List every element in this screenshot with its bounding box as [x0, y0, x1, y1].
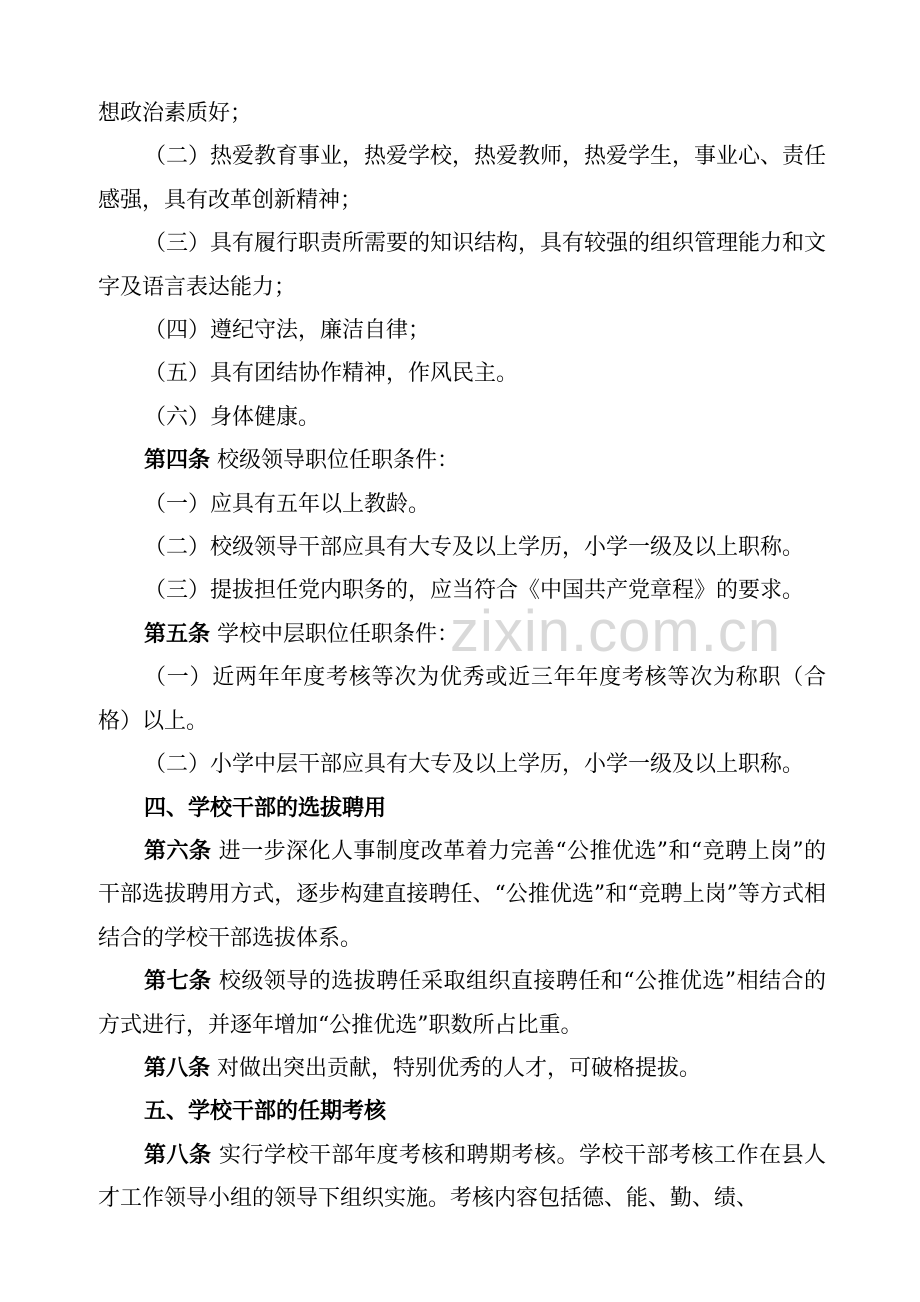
paragraph: （二）小学中层干部应具有大专及以上学历，小学一级及以上职称。	[144, 752, 805, 778]
article-text: 实行学校干部年度考核和聘期考核。学校干部考核工作在县人才工作领导小组的领导下组织实施。考核内容包括德、能、勤、绩、	[98, 1142, 826, 1212]
article-label: 第六条	[144, 837, 212, 864]
paragraph: （三）具有履行职责所需要的知识结构，具有较强的组织管理能力和文字及语言表达能力；	[98, 231, 827, 300]
paragraph: （一）应具有五年以上教龄。	[144, 491, 431, 517]
paragraph: （五）具有团结协作精神，作风民主。	[144, 361, 519, 387]
section-heading: 五、学校干部的任期考核	[144, 1098, 387, 1125]
watermark: zixin.com.cn	[450, 599, 782, 664]
article-paragraph	[98, 1047, 826, 1090]
document-page	[98, 92, 826, 1221]
article-text: 学校中层职位任职条件：	[210, 621, 460, 647]
article-paragraph	[98, 960, 826, 1047]
article-text: 校级领导职位任职条件：	[210, 448, 460, 474]
paragraph: （二）热爱教育事业，热爱学校，热爱教师，热爱学生，事业心、责任感强，具有改革创新精神；	[98, 144, 827, 213]
paragraph: （三）提拔担任党内职务的，应当符合《中国共产党章程》的要求。	[144, 578, 805, 604]
paragraph: 想政治素质好；	[98, 101, 253, 126]
article-label: 第八条	[144, 1141, 212, 1168]
article-label: 第四条	[144, 447, 211, 474]
section-heading: 四、学校干部的选拔聘用	[144, 794, 387, 821]
paragraph: （一）近两年年度考核等次为优秀或近三年年度考核等次为称职（合格）以上。	[98, 665, 826, 734]
article-text: 进一步深化人事制度改革着力完善“公推优选”和“竞聘上岗”的干部选拔聘用方式，逐步构建直接聘任、“公推优选”和“竞聘上岗”等方式相结合的学校干部选拔体系。	[98, 838, 826, 951]
article-text: 对做出突出贡献，特别优秀的人才，可破格提拔。	[210, 1055, 702, 1081]
article-paragraph	[98, 613, 826, 656]
article-label: 第七条	[144, 968, 212, 995]
article-paragraph	[98, 830, 826, 960]
article-paragraph	[98, 1134, 826, 1221]
paragraph: （四）遵纪守法，廉洁自律；	[144, 318, 431, 344]
article-label: 第五条	[144, 620, 211, 647]
article-label: 第八条	[144, 1054, 211, 1081]
paragraph: （二）校级领导干部应具有大专及以上学历，小学一级及以上职称。	[144, 535, 805, 561]
paragraph: （六）身体健康。	[144, 404, 321, 430]
article-paragraph	[98, 439, 826, 482]
article-text: 校级领导的选拔聘任采取组织直接聘任和“公推优选”相结合的方式进行，并逐年增加“公推优选”职数所占比重。	[98, 969, 826, 1038]
